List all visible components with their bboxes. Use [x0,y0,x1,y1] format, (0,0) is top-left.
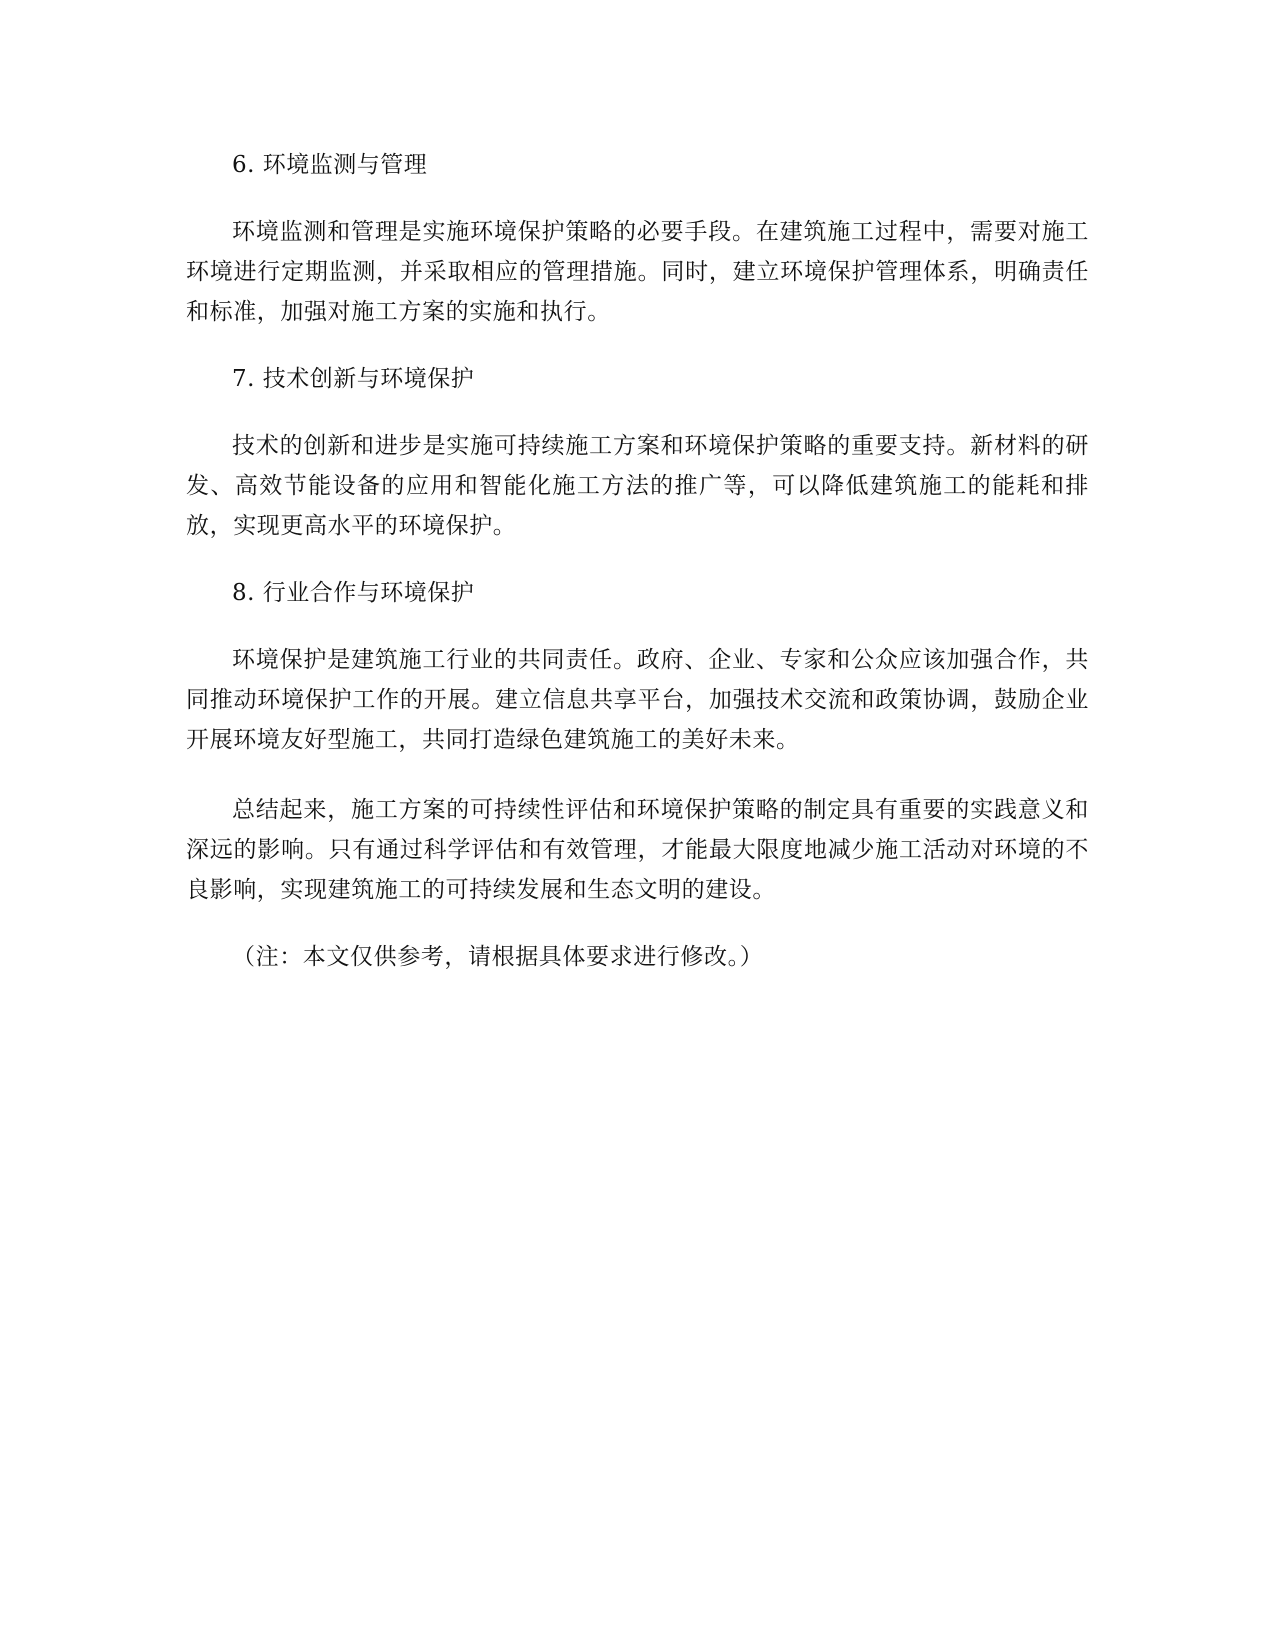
note-text: （注：本文仅供参考，请根据具体要求进行修改。） [232,944,764,970]
section-heading-8: 8. 行业合作与环境保护 [232,580,475,606]
section-heading-6: 6. 环境监测与管理 [232,152,428,178]
section-paragraph-8: 环境保护是建筑施工行业的共同责任。政府、企业、专家和公众应该加强合作，共同推动环境保护工作的开展。建立信息共享平台，加强技术交流和政策协调，鼓励企业开展环境友好型施工，共同打造绿色建筑施工的美好未来。 [186,647,1089,753]
section-paragraph-6: 环境监测和管理是实施环境保护策略的必要手段。在建筑施工过程中，需要对施工环境进行定期监测，并采取相应的管理措施。同时，建立环境保护管理体系，明确责任和标准，加强对施工方案的实施和执行。 [186,219,1089,325]
section-heading-7: 7. 技术创新与环境保护 [232,366,475,392]
document-body [186,148,1089,974]
section-paragraph-7: 技术的创新和进步是实施可持续施工方案和环境保护策略的重要支持。新材料的研发、高效节能设备的应用和智能化施工方法的推广等，可以降低建筑施工的能耗和排放，实现更高水平的环境保护。 [186,433,1089,539]
conclusion-paragraph: 总结起来，施工方案的可持续性评估和环境保护策略的制定具有重要的实践意义和深远的影响。只有通过科学评估和有效管理，才能最大限度地减少施工活动对环境的不良影响，实现建筑施工的可持续发展和生态文明的建设。 [186,797,1089,903]
